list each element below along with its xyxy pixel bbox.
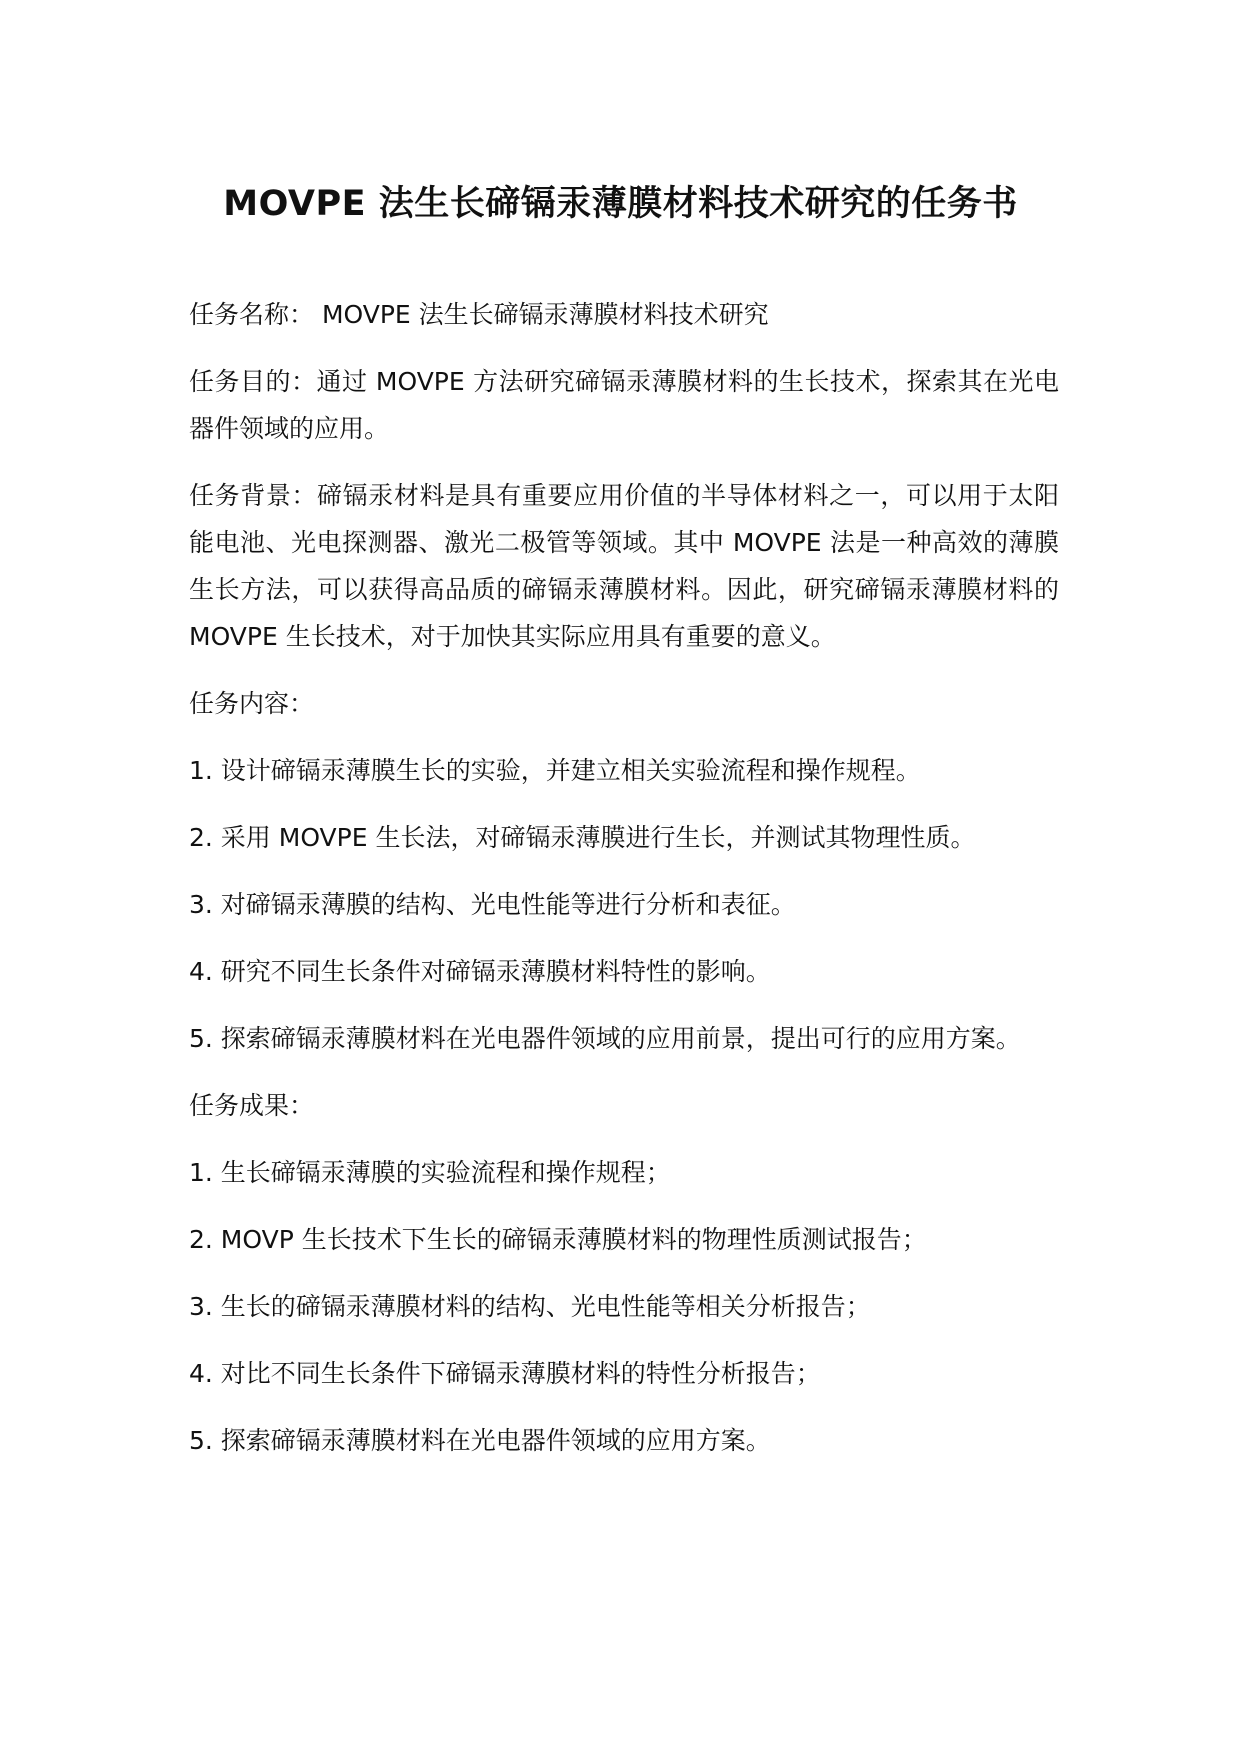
task-content-item-3: 3. 对碲镉汞薄膜的结构、光电性能等进行分析和表征。	[189, 890, 796, 919]
task-results-heading: 任务成果：	[189, 1091, 315, 1120]
task-purpose-paragraph: 任务目的：通过 MOVPE 方法研究碲镉汞薄膜材料的生长技术，探索其在光电器件领域的应用。	[189, 367, 1059, 443]
task-results-item-2: 2. MOVP 生长技术下生长的碲镉汞薄膜材料的物理性质测试报告；	[189, 1225, 927, 1254]
task-content-item-5: 5. 探索碲镉汞薄膜材料在光电器件领域的应用前景，提出可行的应用方案。	[189, 1024, 1021, 1053]
task-content-item-2: 2. 采用 MOVPE 生长法，对碲镉汞薄膜进行生长，并测试其物理性质。	[189, 823, 976, 852]
task-background-paragraph: 任务背景：碲镉汞材料是具有重要应用价值的半导体材料之一，可以用于太阳能电池、光电探测器、激光二极管等领域。其中 MOVPE 法是一种高效的薄膜生长方法，可以获得高品质的碲镉汞薄膜材料。因此，研究碲镉汞薄膜材料的 MOVPE 生长技术，对于加快其实际应用具有重要的意义。	[189, 481, 1059, 651]
task-results-item-3: 3. 生长的碲镉汞薄膜材料的结构、光电性能等相关分析报告；	[189, 1292, 871, 1321]
task-results-item-4: 4. 对比不同生长条件下碲镉汞薄膜材料的特性分析报告；	[189, 1359, 821, 1388]
task-content-heading: 任务内容：	[189, 689, 315, 718]
task-results-item-1: 1. 生长碲镉汞薄膜的实验流程和操作规程；	[189, 1158, 671, 1187]
task-content-item-4: 4. 研究不同生长条件对碲镉汞薄膜材料特性的影响。	[189, 957, 771, 986]
task-content-item-1: 1. 设计碲镉汞薄膜生长的实验，并建立相关实验流程和操作规程。	[189, 756, 921, 785]
task-name-paragraph: 任务名称： MOVPE 法生长碲镉汞薄膜材料技术研究	[189, 300, 769, 329]
task-results-item-5: 5. 探索碲镉汞薄膜材料在光电器件领域的应用方案。	[189, 1426, 771, 1455]
document-title: MOVPE 法生长碲镉汞薄膜材料技术研究的任务书	[223, 184, 1018, 224]
document-body	[189, 291, 1059, 1484]
